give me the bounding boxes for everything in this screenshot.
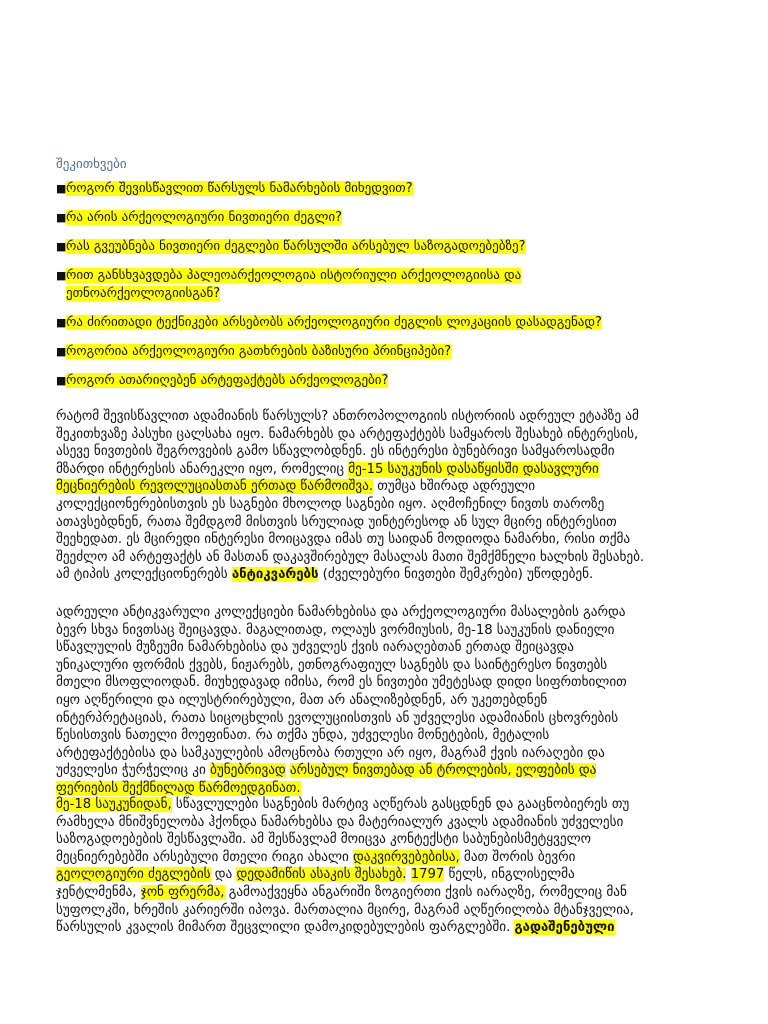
text-line: შეკითხვაზე პასუხი ცალსახა იყო. ნამარხებს და არტეფაქტებს სამყაროს შესახებ ინტერესის, xyxy=(56,426,639,442)
question-text: რით განსხვავდება პალეოარქეოლოგია ისტორიული არქეოლოგიისა და xyxy=(66,268,522,283)
text-run: უძველესი ჭურჭელიც კი xyxy=(56,763,211,779)
paragraph-2 xyxy=(56,604,716,798)
text-run: წელს, ინგლისელმა xyxy=(444,867,575,883)
bullet-icon: ■ xyxy=(56,269,67,282)
highlighted-text: ჯონ ფრერმა, xyxy=(140,884,225,900)
bullet-icon: ■ xyxy=(56,374,67,387)
paragraph-3 xyxy=(56,796,716,937)
bullet-icon: ■ xyxy=(56,182,67,195)
question-item xyxy=(56,343,706,361)
text-line: წესისთვის ნათელი მოეფინათ. რა თქმა უნდა, უძველესი მონეტების, მეტალის xyxy=(56,728,550,744)
question-text: რა არის არქეოლოგიური ნივთიერი ძეგლი? xyxy=(66,210,343,225)
text-line: ადრეული ანტიკვარული კოლექციები ნამარხებისა და არქეოლოგიური მასალების გარდა xyxy=(56,605,626,620)
highlighted-text: არსებულ ნივთებად ან ტროლების, ელფების და xyxy=(289,763,597,779)
text-line: იყო აღწერილი და ილუსტრირებული, მათ არ ანალიზებდნენ, არ უკეთებდნენ xyxy=(56,692,548,708)
text-run: ამ ტიპის კოლექციონერებს xyxy=(56,567,232,583)
highlighted-text: გეოლოგიური ძეგლების xyxy=(56,867,211,883)
text-line: ბევრ სხვა ნივთსაც შეიცავდა. მაგალითად, ოლაუს ვორმიუსის, მე-18 საუკუნის დანიელი xyxy=(56,622,615,638)
text-line: საზოგადოებების შესწავლაში. ამ შესწავლამ მოიცვა კონტექსტი საბუნებისმეტყველო xyxy=(56,832,591,848)
text-run: მეცნიერებებში არსებული მთელი რიგი ახალი xyxy=(56,849,354,865)
question-text: როგორ ათარიღებენ არტეფაქტებს არქეოლოგები? xyxy=(66,373,389,388)
text-line xyxy=(56,762,716,780)
highlighted-text: ფერიების შექმნილად წარმოედგინათ. xyxy=(56,780,301,796)
highlighted-text: მე-18 საუკუნიდან, xyxy=(56,797,172,812)
text-line xyxy=(56,478,716,496)
question-item xyxy=(56,180,706,198)
text-line: რამხელა მნიშვნელობა ჰქონდა ნამარხებსა და მატერიალურ კვალს ადამიანის უძველესი xyxy=(56,814,624,830)
text-line xyxy=(56,866,716,884)
bullet-icon: ■ xyxy=(56,345,67,358)
highlighted-text: ბუნებრივად xyxy=(210,763,286,779)
question-text: როგორია არქეოლოგიური გათხრების ბაზისური პრინციპები? xyxy=(66,344,452,359)
question-item xyxy=(56,314,706,332)
text-line xyxy=(56,780,716,798)
text-line: კოლექციონერებისთვის ეს საგნები მხოლოდ საგნები იყო. აღმოჩენილ ნივთს თაროზე xyxy=(56,496,605,512)
text-run: სწავლულები საგნების მარტივ აღწერას გასცდნენ და გააცნობიერეს თუ xyxy=(171,797,630,812)
text-line: შეეხედათ. ეს მცირედი ინტერესი მოიცავდა იმას თუ საიდან მოდიოდა ნამარხი, რისი თქმა xyxy=(56,532,631,548)
highlighted-text: დაკვირვებებისა, xyxy=(353,849,460,865)
text-line xyxy=(56,566,716,584)
text-run: გამოაქვეყნა ანგარიში ზოგიერთი ქვის იარაღზე, რომელიც მან xyxy=(224,884,627,900)
text-run: წარსულის კვალის მიმართ შეცვლილი დამოკიდებულების ფარგლებში. xyxy=(56,920,515,936)
highlighted-text: მე-15 საუკუნის დასაწყისში დასავლური xyxy=(348,461,599,477)
text-run: (ძველებური ნივთები შემკრები) უწოდებენ. xyxy=(318,567,594,583)
text-run: თუმცა ხშირად ადრეული xyxy=(373,479,536,495)
text-line xyxy=(56,849,716,867)
text-line xyxy=(56,796,716,814)
question-text: როგორ შევისწავლით წარსულს ნამარხების მიხედვით? xyxy=(66,181,413,196)
question-text: რა ძირითადი ტექნიკები არსებობს არქეოლოგიური ძეგლის ლოკაციის დასადგენად? xyxy=(66,315,602,330)
text-line: ათავსებდნენ, რათა შემდგომ მისთვის სრულიად უინტერესოდ ან სულ მცირე ინტერესით xyxy=(56,514,617,530)
question-item xyxy=(56,209,706,227)
text-line: მთელი მსოფლიოდან. მიუხედავად იმისა, რომ ეს ნივთები უმეტესად დიდი სიფრთხილით xyxy=(56,675,627,691)
bullet-icon: ■ xyxy=(56,211,67,224)
text-line xyxy=(56,884,716,902)
text-line: უნიკალური ფორმის ქვებს, ნიჟარებს, ეთნოგრაფიულ საგნებს და საინტერესო ნივთებს xyxy=(56,657,608,673)
highlighted-text: დედამიწის ასაკის შესახებ. xyxy=(236,867,407,883)
text-run: და xyxy=(210,867,237,883)
highlighted-bold-term: ანტიკვარებს xyxy=(231,567,319,583)
text-line: რატომ შევისწავლით ადამიანის წარსულს? ანთროპოლოგიის ისტორიის ადრეულ ეტაპზე ამ xyxy=(56,409,639,424)
text-run: ჯენტლმენმა, xyxy=(56,884,141,900)
section-heading: შეკითხვები xyxy=(56,157,127,172)
question-item xyxy=(56,238,706,256)
highlighted-year: 1797 xyxy=(410,867,445,883)
highlighted-bold-term: გადაშენებული xyxy=(514,920,615,936)
text-line: შეეძლო ამ არტეფაქტს ან მასთან დაკავშირებულ მასალას მათი შემქმნელი ხალხის შესახებ. xyxy=(56,549,645,565)
questions-list xyxy=(56,180,706,401)
text-line: ინტერპრეტაციას, რათა სიცოცხლის ევოლუციისთვის ან უძველესი ადამიანის ცხოვრების xyxy=(56,710,619,726)
text-line xyxy=(56,919,716,937)
bullet-icon: ■ xyxy=(56,316,67,329)
question-text: რას გვეუბნება ნივთიერი ძეგლები წარსულში არსებულ საზოგადოებებზე? xyxy=(66,239,526,254)
question-item xyxy=(56,267,706,303)
text-line: სწავლულის მუზეუმი ნამარხებისა და უძველეს ქვის იარაღებთან ერთად შეიცავდა xyxy=(56,640,574,656)
highlighted-text: მეცნიერების რევოლუციასთან ერთად წარმოიშვა. xyxy=(56,479,373,495)
text-line xyxy=(56,461,716,479)
text-run: მათ შორის ბევრი xyxy=(459,849,576,865)
text-line: არტეფაქტებისა და სამკაულების ამოცნობა რთული არ იყო, მაგრამ ქვის იარაღები და xyxy=(56,745,605,761)
text-line: სუფოლკში, ხრეშის კარიერში იპოვა. მართალია მცირე, მაგრამ აღწერილობა მტანჯველია, xyxy=(56,902,634,918)
question-item xyxy=(56,372,706,390)
paragraph-1 xyxy=(56,408,716,584)
bullet-icon: ■ xyxy=(56,240,67,253)
text-line: ასევე ნივთების შეგროვების გამო სწავლობდნენ. ეს ინტერესი ბუნებრივი სამყაროსადმი xyxy=(56,444,615,460)
text-run: მზარდი ინტერესის ანარეკლი იყო, რომელიც xyxy=(56,461,349,477)
question-text-continued: ეთნოარქეოლოგიისგან? xyxy=(66,286,221,301)
